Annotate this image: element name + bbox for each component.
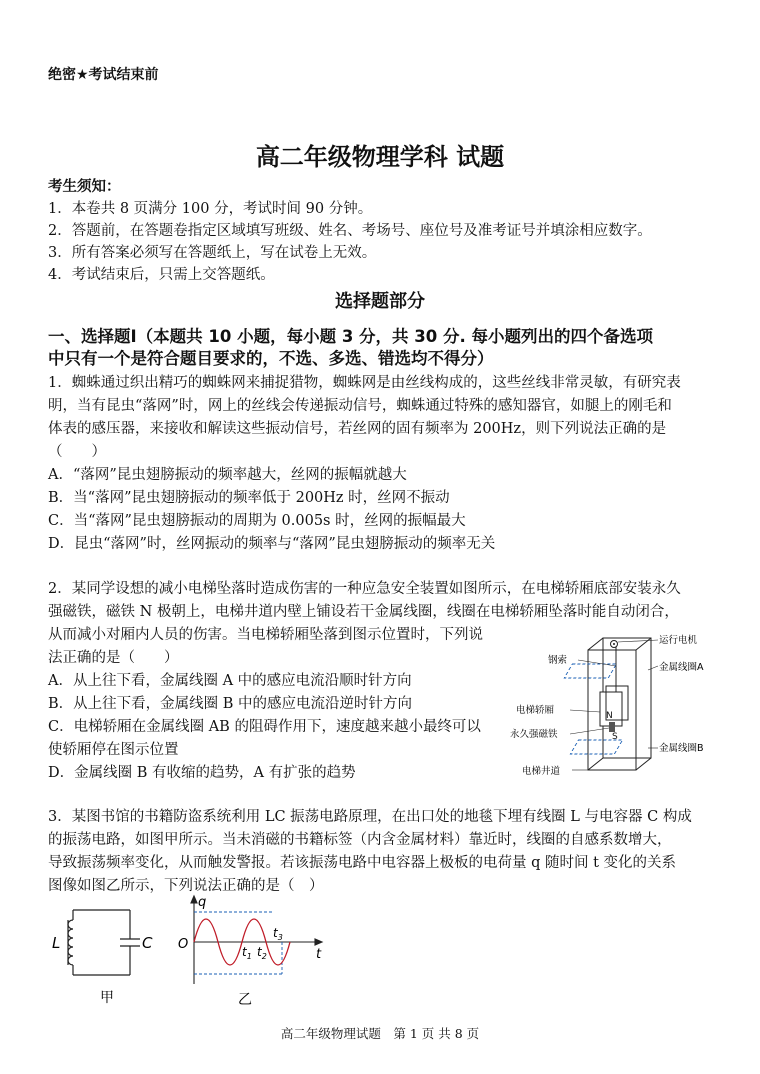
question-1-option-d: D．昆虫“落网”时，丝网振动的频率与“落网”昆虫翅膀振动的频率无关 xyxy=(48,536,496,552)
question-2-stem: 从而减小对厢内人员的伤害。当电梯轿厢坠落到图示位置时，下列说 xyxy=(48,627,483,643)
confidential-label: 绝密★考试结束前 xyxy=(48,67,159,83)
charge-time-graph xyxy=(172,892,332,1012)
part-heading-line: 中只有一个是符合题目要求的，不选、多选、错选均不得分） xyxy=(48,349,494,368)
page-footer: 高二年级物理试题 第 1 页 共 8 页 xyxy=(280,1026,480,1041)
magnet-n-label: N xyxy=(606,711,613,721)
notice-heading: 考生须知： xyxy=(48,179,121,195)
capacitor-label: C xyxy=(142,934,153,952)
t1-label: $t_1$ xyxy=(242,945,252,961)
coil-a-label: 金属线圈A xyxy=(659,662,704,673)
elevator-figure xyxy=(508,630,718,778)
coil-b-label: 金属线圈B xyxy=(659,743,704,754)
question-2-option-d: D．金属线圈 B 有收缩的趋势，A 有扩张的趋势 xyxy=(48,765,356,781)
lc-circuit-figure xyxy=(48,900,168,1010)
inductor-label: L xyxy=(52,934,61,952)
t3-label: $t_3$ xyxy=(273,926,283,942)
question-1-stem: 体表的感压器，来接收和解读这些振动信号，若丝网的固有频率为 200Hz，则下列说法正确的是 xyxy=(48,421,667,437)
question-1-option-b: B．当“落网”昆虫翅膀振动的频率低于 200Hz 时，丝网不振动 xyxy=(48,490,450,506)
motor-label: 运行电机 xyxy=(659,635,698,646)
t-axis-label: t xyxy=(316,947,322,962)
question-1-stem: 1．蜘蛛通过织出精巧的蜘蛛网来捕捉猎物，蜘蛛网是由丝线构成的，这些丝线非常灵敏，有研究表 xyxy=(48,375,681,391)
section-title: 选择题部分 xyxy=(335,291,425,312)
question-2-option-c: C．电梯轿厢在金属线圈 AB 的阻碍作用下，速度越来越小最终可以 xyxy=(48,719,481,735)
question-2-option-b: B．从上往下看，金属线圈 B 中的感应电流沿逆时针方向 xyxy=(48,696,413,712)
question-3-stem: 3．某图书馆的书籍防盗系统利用 LC 振荡电路原理，在出口处的地毯下埋有线圈 L 与电容器 C 构成 xyxy=(48,809,692,825)
figure-jia-caption: 甲 xyxy=(100,990,114,1006)
question-2-stem: 2．某同学设想的减小电梯坠落时造成伤害的一种应急安全装置如图所示，在电梯轿厢底部安装永久 xyxy=(48,581,681,597)
question-1-option-a: A．“落网”昆虫翅膀振动的频率越大，丝网的振幅就越大 xyxy=(48,467,407,483)
rope-label: 钢索 xyxy=(548,655,568,666)
part-heading-line: 一、选择题Ⅰ（本题共 10 小题，每小题 3 分，共 30 分. 每小题列出的四个备选项 xyxy=(48,327,654,346)
magnet-s-label: S xyxy=(612,732,618,742)
page-title: 高二年级物理学科 试题 xyxy=(255,143,505,171)
figure-yi-caption: 乙 xyxy=(238,992,252,1008)
question-2-option-a: A．从上往下看，金属线圈 A 中的感应电流沿顺时针方向 xyxy=(48,673,412,689)
question-1-option-c: C．当“落网”昆虫翅膀振动的周期为 0.005s 时，丝网的振幅最大 xyxy=(48,513,466,529)
origin-label: O xyxy=(178,937,189,952)
question-2-option-c-cont: 使轿厢停在图示位置 xyxy=(48,742,179,758)
notice-item: 3．所有答案必须写在答题纸上，写在试卷上无效。 xyxy=(48,245,377,261)
q-axis-label: q xyxy=(198,895,207,910)
cabin-label: 电梯轿厢 xyxy=(516,705,555,716)
shaft-label: 电梯井道 xyxy=(522,766,561,777)
t2-label: $t_2$ xyxy=(257,945,267,961)
notice-item: 4．考试结束后，只需上交答题纸。 xyxy=(48,267,275,283)
question-2-stem: 强磁铁，磁铁 N 极朝上，电梯井道内壁上铺设若干金属线圈，线圈在电梯轿厢坠落时能自动闭合， xyxy=(48,604,679,620)
question-1-stem: 明，当有昆虫“落网”时，网上的丝线会传递振动信号，蜘蛛通过特殊的感知器官，如腿上的刚毛和 xyxy=(48,398,672,414)
magnet-label: 永久强磁铁 xyxy=(510,729,558,740)
question-3-stem: 导致振荡频率变化，从而触发警报。若该振荡电路中电容器上极板的电荷量 q 随时间 t 变化的关系 xyxy=(48,855,677,871)
question-3-stem: 图像如图乙所示，下列说法正确的是（ ） xyxy=(48,878,324,894)
question-3-stem: 的振荡电路，如图甲所示。当未消磁的书籍标签（内含金属材料）靠近时，线圈的自感系数增大， xyxy=(48,832,672,848)
question-1-stem: （ ） xyxy=(48,444,106,460)
notice-item: 2．答题前，在答题卷指定区域填写班级、姓名、考场号、座位号及准考证号并填涂相应数字。 xyxy=(48,223,652,239)
question-2-stem: 法正确的是（ ） xyxy=(48,650,179,666)
notice-item: 1．本卷共 8 页满分 100 分，考试时间 90 分钟。 xyxy=(48,201,373,217)
